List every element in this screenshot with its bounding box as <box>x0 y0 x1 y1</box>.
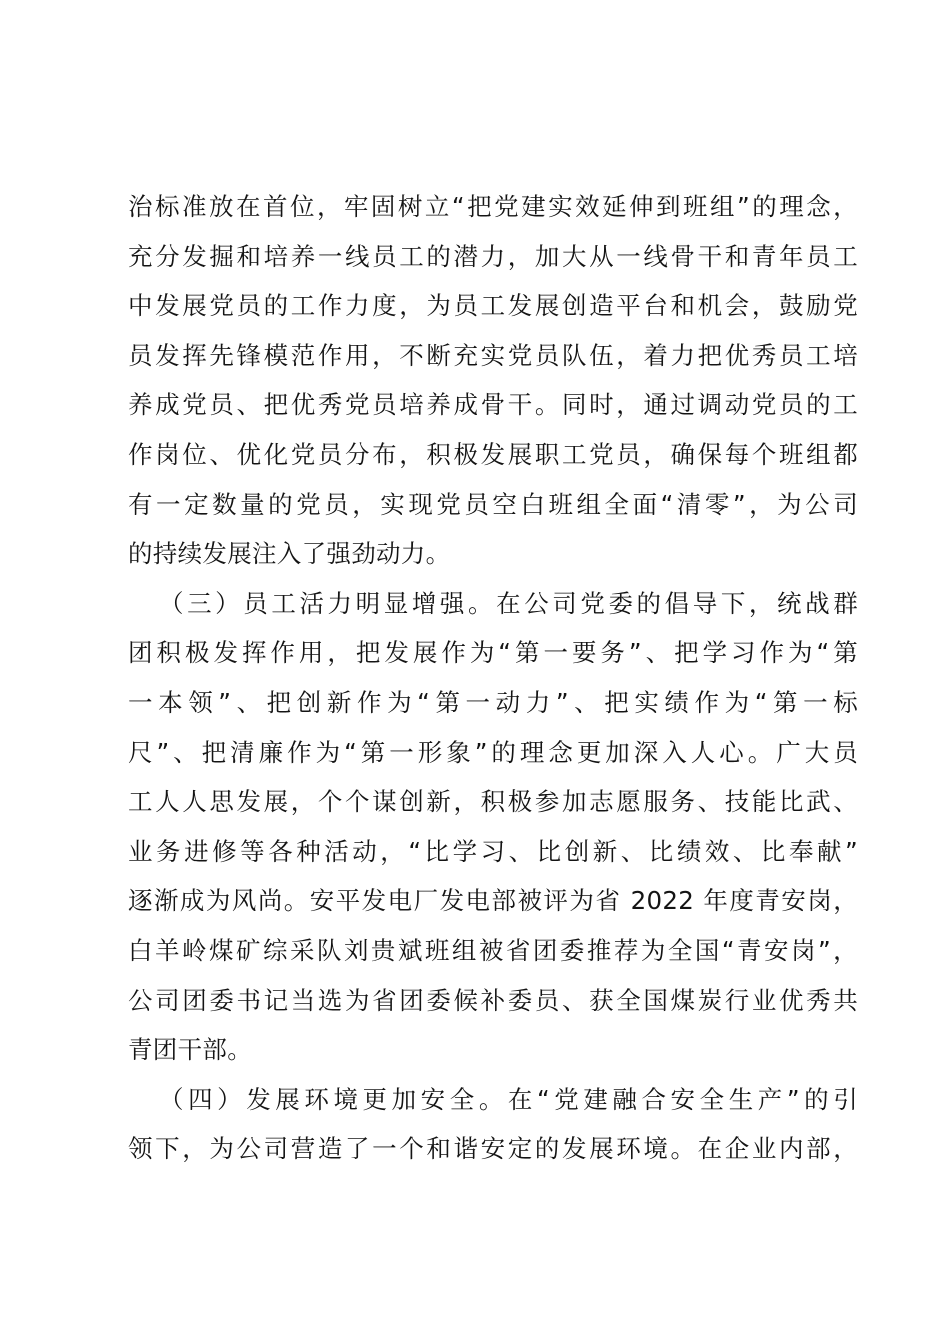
text-line: 养成党员、把优秀党员培养成骨干。同时，通过调动党员的工 <box>128 390 858 420</box>
text-line: 员发挥先锋模范作用，不断充实党员队伍，着力把优秀员工培 <box>128 340 858 370</box>
text-line: 业务进修等各种活动，“比学习、比创新、比绩效、比奉献” <box>128 836 858 866</box>
text-line: 青团干部。 <box>128 1035 252 1065</box>
text-line: （三）员工活力明显增强。在公司党委的倡导下，统战群 <box>159 588 858 618</box>
text-line: 充分发掘和培养一线员工的潜力，加大从一线骨干和青年员工 <box>128 241 858 271</box>
text-line: 中发展党员的工作力度，为员工发展创造平台和机会，鼓励党 <box>128 291 858 321</box>
text-line: 领下，为公司营造了一个和谐安定的发展环境。在企业内部， <box>128 1134 858 1164</box>
text-line: 的持续发展注入了强劲动力。 <box>128 539 451 569</box>
text-line: 治标准放在首位，牢固树立“把党建实效延伸到班组”的理念， <box>128 192 858 221</box>
text-line: 工人人思发展，个个谋创新，积极参加志愿服务、技能比武、 <box>128 787 858 817</box>
text-line: 一本领”、把创新作为“第一动力”、把实绩作为“第一标 <box>128 687 858 717</box>
text-line: 白羊岭煤矿综采队刘贵斌班组被省团委推荐为全国“青安岗”， <box>128 935 858 965</box>
text-line: 逐渐成为风尚。安平发电厂发电部被评为省 2022 年度青安岗， <box>128 886 858 916</box>
text-line: 有一定数量的党员，实现党员空白班组全面“清零”，为公司 <box>128 489 858 519</box>
text-line: （四）发展环境更加安全。在“党建融合安全生产”的引 <box>159 1084 858 1114</box>
body-text <box>128 182 858 1174</box>
text-line: 公司团委书记当选为省团委候补委员、获全国煤炭行业优秀共 <box>128 985 858 1015</box>
text-line: 团积极发挥作用，把发展作为“第一要务”、把学习作为“第 <box>128 638 858 668</box>
text-line: 作岗位、优化党员分布，积极发展职工党员，确保每个班组都 <box>128 439 858 469</box>
text-line: 尺”、把清廉作为“第一形象”的理念更加深入人心。广大员 <box>128 737 858 767</box>
